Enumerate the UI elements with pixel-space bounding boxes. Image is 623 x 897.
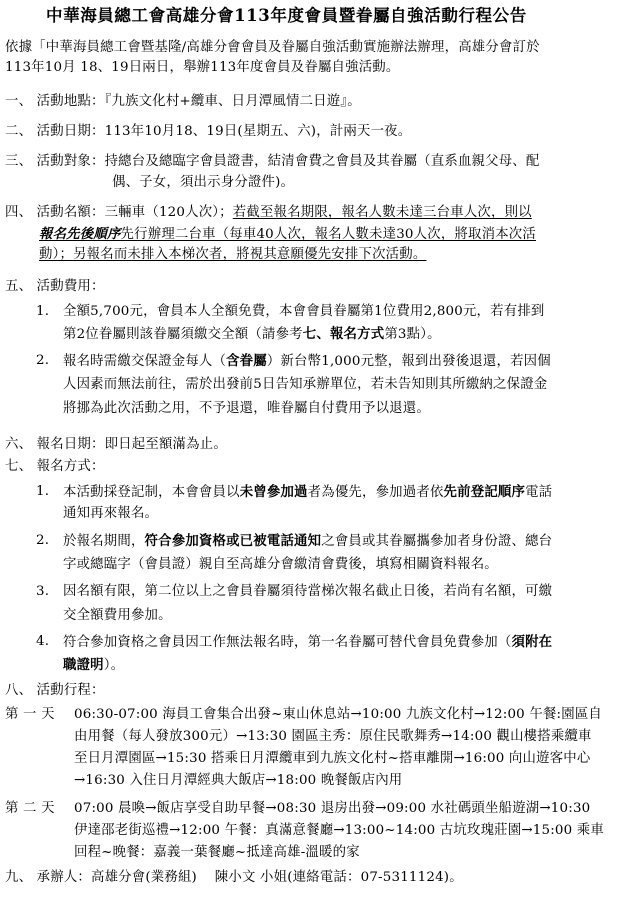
quota-text: 三輛車（120人次）； xyxy=(104,205,233,220)
quota-rule-text-2: 先行辦理二台車（每車40人次，報名人數未達30人次，將取消本次活 xyxy=(120,227,536,242)
method-text: 符合參加資格之會員因工作無法報名時，第一名眷屬可替代會員免費參加（ xyxy=(63,635,512,650)
method-bold-3: 符合參加資格或已被電話通知 xyxy=(144,533,322,549)
day2-label: 第 二 天 xyxy=(5,801,55,816)
fee-text: 報名時需繳交保證金每人（ xyxy=(63,354,227,369)
day1-label: 第 一 天 xyxy=(5,707,55,722)
section-label: 四、 活動名額： xyxy=(5,205,105,220)
section-organizer xyxy=(5,868,463,888)
section-location xyxy=(5,92,361,112)
day1-line-2: 由用餐（每人發放300元）→13:30 園區主秀：原住民歌舞秀→14:00 觀山樓搭乘纜車 xyxy=(74,729,592,744)
section-label: 六、 報名日期： xyxy=(5,437,105,452)
section-label: 三、 活動對象： xyxy=(5,154,105,169)
section-fee: 五、 活動費用： xyxy=(5,279,105,294)
section-signup-method: 七、 報名方式： xyxy=(5,459,105,474)
signup-date-value: 即日起至額滿為止。 xyxy=(104,437,227,452)
section-date xyxy=(5,122,411,142)
page-title: 中華海員總工會高雄分會113年度會員暨眷屬自強活動行程公告 xyxy=(46,6,527,25)
quota-rule-text: 若截至報名期限，報名人數未達三台車人次，則以 xyxy=(232,205,532,220)
fee-item-2-line-1 xyxy=(63,351,551,371)
section-label: 二、 活動日期： xyxy=(5,124,105,139)
fee-item-1-line-2 xyxy=(63,324,441,344)
fee-family-bold: 含眷屬 xyxy=(226,353,267,369)
method-bold-5: 職證明 xyxy=(63,657,104,673)
method-text: ）。 xyxy=(103,658,125,673)
method-text: 者為優先，參加過者依 xyxy=(307,485,444,500)
fee-item-2-number: 2. xyxy=(36,353,50,368)
intro-line-2: 113年10月 18、19日兩日，舉辦113年度會員及眷屬自強活動。 xyxy=(5,60,400,75)
target-line-1: 持總台及總臨字會員證書，結清會費之會員及其眷屬（直系血親父母、配 xyxy=(104,154,540,169)
method-item-2-line-1 xyxy=(63,531,552,551)
organizer-value: 高雄分會(業務組) 陳小文 小姐(連絡電話：07-5311124)。 xyxy=(91,870,463,885)
section-quota xyxy=(5,203,532,223)
fee-text: 第2位眷屬則該眷屬須繳交全額（請參考 xyxy=(63,327,303,342)
target-line-2: 偶、子女，須出示身分證件)。 xyxy=(112,175,295,190)
section-itinerary: 八、 活動行程： xyxy=(5,683,105,698)
section-target xyxy=(5,152,540,172)
method-item-1-number: 1. xyxy=(36,484,50,499)
method-text: 本活動採登記制，本會會員以 xyxy=(63,485,240,500)
day1-line-4: →16:30 入住日月潭經典大飯店→18:00 晚餐飯店內用 xyxy=(74,773,403,788)
quota-line-2 xyxy=(39,224,536,244)
method-item-2-number: 2. xyxy=(36,533,50,548)
method-item-2-line-2: 字或總臨字（會員證）親自至高雄分會繳清會費後，填寫相關資料報名。 xyxy=(63,557,498,572)
section-label: 一、 活動地點： xyxy=(5,94,105,109)
day2-line-1: 07:00 晨喚→飯店享受自助早餐→08:30 退房出發→09:00 水社碼頭坐船遊湖→10:30 xyxy=(74,801,591,816)
method-bold-2: 先前登記順序 xyxy=(443,484,526,500)
method-text: 之會員或其眷屬攜參加者身份證、總台 xyxy=(321,534,553,549)
day2-line-2: 伊達邵老街巡禮→12:00 午餐：真滿意餐廳→13:00~14:00 古坑玫瑰莊園→15:00 乘車 xyxy=(74,823,604,838)
method-item-4-line-2 xyxy=(63,655,124,675)
method-text: 於報名期間， xyxy=(63,534,145,549)
date-value: 113年10月18、19日(星期五、六)，計兩天一夜。 xyxy=(104,124,412,139)
method-item-3-line-2: 交全額費用參加。 xyxy=(63,608,172,623)
section-label: 九、 承辦人： xyxy=(5,870,91,885)
method-item-1-line-1 xyxy=(63,482,552,502)
fee-item-2-line-2: 人因素而無法前往，需於出發前5日告知承辦單位，若未告知則其所繳納之保證金 xyxy=(63,377,548,392)
section-signup-date xyxy=(5,435,227,455)
fee-item-2-line-3: 將挪為此次活動之用，不予退還，唯眷屬自付費用予以退還。 xyxy=(63,401,430,416)
fee-item-1-number: 1. xyxy=(36,304,50,319)
method-item-4-line-1 xyxy=(63,632,552,652)
method-item-3-number: 3. xyxy=(36,584,50,599)
quota-order-text: 報名先後順序 xyxy=(39,226,121,242)
method-bold-4: 須附在 xyxy=(511,634,553,650)
fee-ref-bold: 七、報名方式 xyxy=(302,326,385,342)
fee-text: ）新台幣1,000元整，報到出發後退還，若因個 xyxy=(266,354,551,369)
quota-line-3: 動）；另報名而未排入本梯次者，將視其意願優先安排下次活動。 xyxy=(39,247,427,262)
method-text: 電話 xyxy=(525,485,553,500)
method-item-4-number: 4. xyxy=(36,634,50,649)
method-bold-1: 未曾參加過 xyxy=(239,484,308,500)
day1-line-3: 至日月潭園區→15:30 搭乘日月潭纜車到九族文化村~搭車離開→16:00 向山遊客中心 xyxy=(74,751,591,766)
fee-item-1-line-1: 全額5,700元，會員本人全額免費，本會會員眷屬第1位費用2,800元，若有排到 xyxy=(63,304,545,319)
intro-line-1: 依據「中華海員總工會暨基隆/高雄分會會員及眷屬自強活動實施辦法辦理，高雄分會訂於 xyxy=(5,40,540,55)
method-item-3-line-1: 因名額有限，第二位以上之會員眷屬須待當梯次報名截止日後，若尚有名額，可繳 xyxy=(63,584,553,599)
day2-line-3: 回程~晚餐：嘉義一葉餐廳~抵達高雄-溫暖的家 xyxy=(74,845,360,860)
fee-text: 第3點）。 xyxy=(384,327,441,342)
day1-line-1: 06:30-07:00 海員工會集合出發~東山休息站→10:00 九族文化村→12:00 午餐:園區自 xyxy=(74,707,603,722)
location-value: 『九族文化村+纜車、日月潭風情二日遊』。 xyxy=(104,94,361,109)
method-item-1-line-2: 通知再來報名。 xyxy=(63,506,159,521)
